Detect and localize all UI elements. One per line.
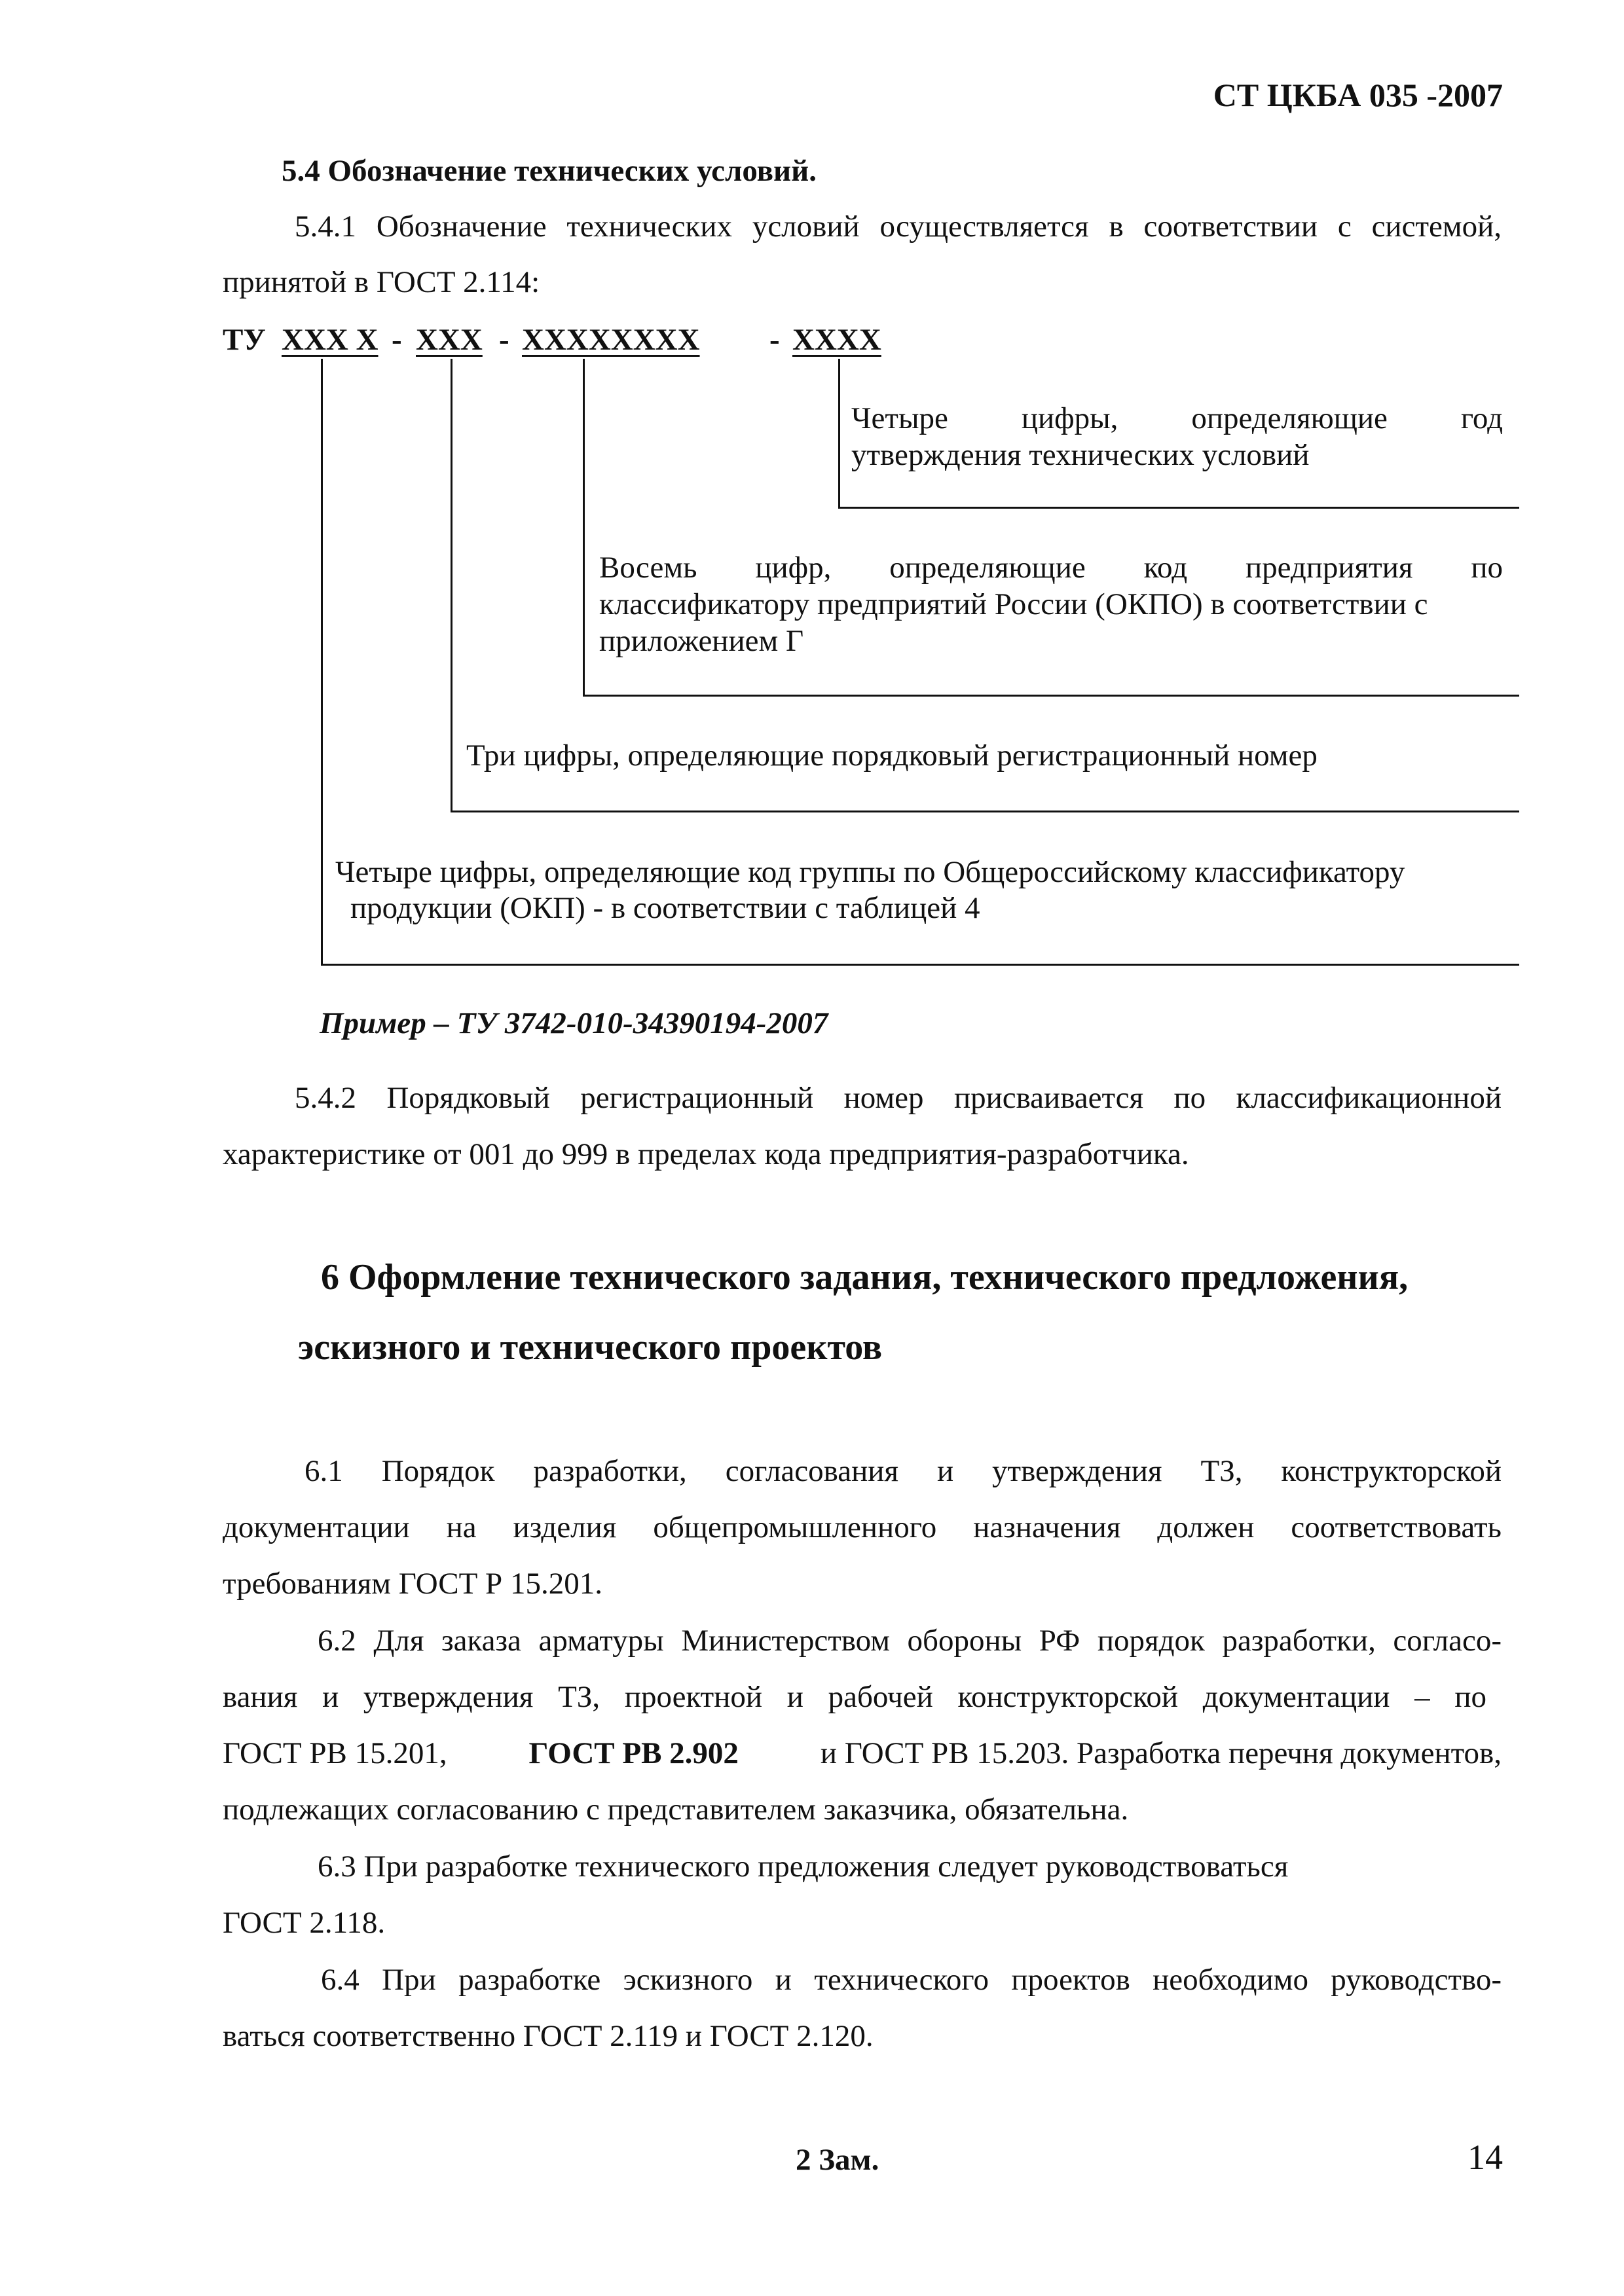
para-5-4-1-line2: принятой в ГОСТ 2.114: <box>223 265 540 299</box>
desc-year-line1: Четыре цифры, определяющие год <box>851 401 1503 435</box>
section-6-title-line2: эскизного и технического проектов <box>298 1327 883 1368</box>
scheme-group-okpo: ХХХХХХХХ <box>522 323 700 357</box>
designation-example: Пример – ТУ 3742-010-34390194-2007 <box>320 1006 828 1040</box>
leader-reg-horizontal <box>451 811 1519 812</box>
scheme-group-year: ХХХХ <box>792 323 881 357</box>
para-6-2-line3 <box>223 1734 1502 1772</box>
leader-okpo-vertical <box>583 359 585 695</box>
desc-okpo-line2: классификатору предприятий России (ОКПО) в соответствии с <box>599 587 1428 621</box>
scheme-sep-3: - <box>769 323 780 357</box>
desc-year-line2: утверждения технических условий <box>851 438 1310 472</box>
para-5-4-2-line2: характеристике от 001 до 999 в пределах кода предприятия-разработчика. <box>223 1137 1189 1171</box>
section-5-4-title: 5.4 Обозначение технических условий. <box>282 154 817 188</box>
desc-reg: Три цифры, определяющие порядковый регистрационный номер <box>466 738 1318 773</box>
para-6-2-line1: 6.2 Для заказа арматуры Министерством обороны РФ порядок разработки, согласо- <box>318 1624 1502 1658</box>
para-6-2-line4: подлежащих согласованию с представителем заказчика, обязательна. <box>223 1793 1129 1827</box>
para-5-4-1-line1: 5.4.1 Обозначение технических условий осуществляется в соответствии с системой, <box>295 210 1502 244</box>
para-6-2-line2: вания и утверждения ТЗ, проектной и рабочей конструкторской документации – по <box>223 1680 1486 1714</box>
para-6-4-line2: ваться соответственно ГОСТ 2.119 и ГОСТ 2.120. <box>223 2019 874 2053</box>
leader-year-vertical <box>838 359 840 507</box>
leader-okp-vertical <box>321 359 323 964</box>
desc-okp-line1: Четыре цифры, определяющие код группы по Общероссийскому классификатору <box>335 855 1405 889</box>
desc-okpo-line3: приложением Г <box>599 624 804 658</box>
ref-gost-rv-2-902: ГОСТ РВ 2.902 <box>528 1736 739 1770</box>
para-6-3-line2: ГОСТ 2.118. <box>223 1906 386 1940</box>
desc-okpo-line1: Восемь цифр, определяющие код предприятия по <box>599 551 1503 585</box>
para-6-1-line2: документации на изделия общепромышленного назначения должен соответствовать <box>223 1510 1502 1544</box>
scheme-sep-1: - <box>392 323 402 357</box>
change-note: 2 Зам. <box>796 2143 879 2177</box>
para-6-1-line1: 6.1 Порядок разработки, согласования и утверждения ТЗ, конструкторской <box>304 1454 1502 1488</box>
page-number: 14 <box>1467 2138 1503 2177</box>
para-6-4-line1: 6.4 При разработке эскизного и технического проектов необходимо руководство- <box>321 1963 1502 1997</box>
leader-reg-vertical <box>451 359 452 811</box>
document-code: СТ ЦКБА 035 -2007 <box>1213 77 1503 113</box>
scheme-prefix: ТУ <box>223 323 266 357</box>
leader-okpo-horizontal <box>583 695 1519 697</box>
para-5-4-2-line1: 5.4.2 Порядковый регистрационный номер присваивается по классификационной <box>295 1081 1502 1115</box>
section-6-title-line1: 6 Оформление технического задания, технического предложения, <box>321 1257 1409 1298</box>
para-6-1-line3: требованиям ГОСТ Р 15.201. <box>223 1567 602 1601</box>
scheme-group-reg: ХХХ <box>416 323 483 357</box>
ref-gost-rv-15-201: ГОСТ РВ 15.201, <box>223 1736 447 1770</box>
para-6-3-line1: 6.3 При разработке технического предложения следует руководствоваться <box>318 1850 1289 1884</box>
para-6-2-line3-rest: и ГОСТ РВ 15.203. Разработка перечня документов, <box>820 1736 1502 1770</box>
desc-okp-line2: продукции (ОКП) - в соответствии с таблицей 4 <box>350 891 980 925</box>
leader-year-horizontal <box>838 507 1519 509</box>
leader-okp-horizontal <box>321 964 1519 966</box>
scheme-sep-2: - <box>499 323 509 357</box>
scheme-group-okp: ХХХ Х <box>282 323 378 357</box>
